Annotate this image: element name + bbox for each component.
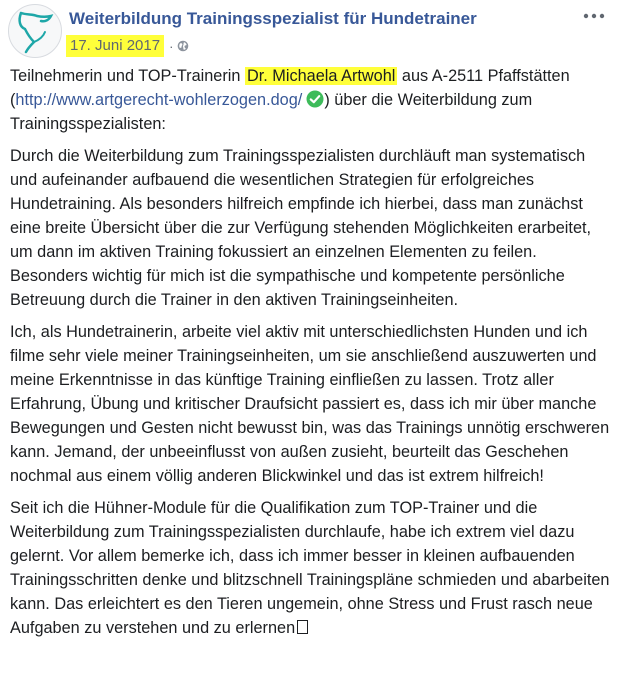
intro-text-start: Teilnehmerin und TOP-Trainerin: [10, 67, 245, 85]
body-paragraph-2: Ich, als Hundetrainerin, arbeite viel aktiv mit unterschiedlichsten Hunden und ich filme sehr viele meiner Trainingseinheiten, um sie anschließend auszuwerten und meine Erkenntnisse in das künftige Training einfließen zu lassen. Trotz aller Erfahrung, Übung und kritischer Draufsicht passiert es, dass ich mir über manche Bewegungen und Gesten nicht bewusst bin, was das Trainings unnötig erschweren kann. Jemand, der unbeeinflusst von außen zusieht, beurteilt das Geschehen nochmal aus einem völlig anderen Blickwinkel und das ist extrem hilfreich!: [10, 323, 610, 485]
globe-icon[interactable]: [177, 40, 189, 52]
body-paragraph-1: Durch die Weiterbildung zum Trainingsspezialisten durchläuft man systematisch und aufeinander aufbauend die wesentlichen Strategien für erfolgreiches Hundetraining. Als besonders hilfreich empfinde ich hierbei, dass man zunächst eine breite Übersicht über die zur Verfügung stehenden Möglichkeiten erarbeitet, um dann im aktiven Training fokussiert an einzelnen Elementen zu feilen. Besonders wichtig für mich ist die sympathische und kompetente persönliche Betreuung durch die Trainer in den aktiven Trainingseinheiten.: [10, 147, 592, 309]
body-paragraph-3: [10, 496, 610, 640]
dog-logo-icon: [9, 5, 61, 57]
intro-paragraph: [10, 64, 610, 136]
page-name-link[interactable]: Weiterbildung Trainingsspezialist für Hundetrainer: [69, 9, 477, 28]
checkmark-circle-icon: [306, 90, 324, 108]
post-meta: [66, 35, 189, 57]
author-name: Dr. Michaela Artwohl: [246, 67, 396, 85]
intro-text-location: aus A-2511 Pfaffstätten (: [10, 67, 570, 109]
intro-text-end: ) über die Weiterbildung zum Trainingsspezialisten:: [10, 91, 533, 133]
post-body: [10, 64, 610, 648]
meta-separator: ·: [169, 38, 174, 54]
post-header: [8, 4, 610, 62]
post-date[interactable]: 17. Juni 2017: [66, 35, 164, 57]
more-options-icon[interactable]: [582, 8, 606, 24]
page-avatar[interactable]: [8, 4, 62, 58]
missing-emoji-icon: [297, 620, 308, 634]
body-paragraph-3-text: Seit ich die Hühner-Module für die Qualifikation zum TOP-Trainer und die Weiterbildung zum Trainingsspezialisten durchlaufe, habe ich extrem viel dazu gelernt. Vor allem bemerke ich, dass ich immer besser in kleinen aufbauenden Trainingsschritten denke und blitzschnell Trainingspläne schmieden und abarbeiten kann. Das erleichtert es den Tieren ungemein, ohne Stress und Frust rasch neue Aufgaben zu verstehen und zu erlernen: [10, 499, 610, 637]
website-link[interactable]: http://www.artgerecht-wohlerzogen.dog/: [15, 91, 303, 109]
